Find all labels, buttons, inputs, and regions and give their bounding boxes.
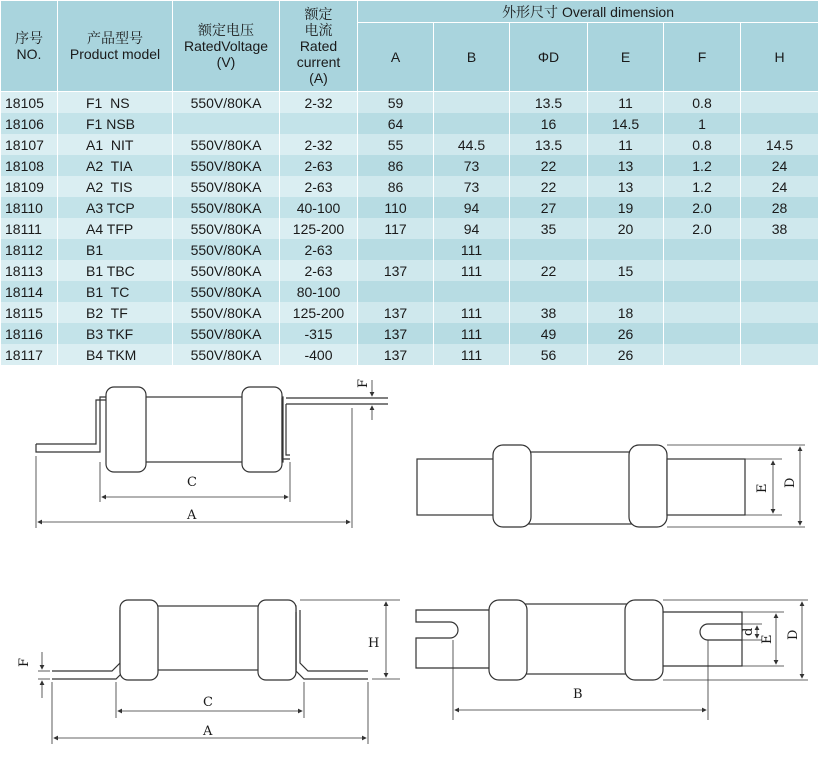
table-row [1,113,818,134]
cell-dim-a: 86 [358,176,434,197]
header-dim-f: F [664,23,741,92]
spec-table [0,0,818,365]
cell-dim-a: 59 [358,92,434,114]
cell-dim-b: 111 [434,302,510,323]
bottom-right-label-d: D [786,629,801,640]
cell-model: B1 TBC [58,260,173,281]
cell-dim-f: 2.0 [664,197,741,218]
cell-voltage: 550V/80KA [173,176,280,197]
cell-model: A3 TCP [58,197,173,218]
bottom-right-label-b: B [573,687,583,702]
header-dim-h: H [741,23,818,92]
cell-current: 125-200 [280,302,358,323]
cell-dim-h: 28 [741,197,818,218]
cell-model: F1 NSB [58,113,173,134]
cell-no: 18117 [1,344,58,365]
cell-current: 125-200 [280,218,358,239]
cell-model: A2 TIA [58,155,173,176]
cell-no: 18114 [1,281,58,302]
header-dim-e: E [588,23,664,92]
cell-dim-d [510,239,588,260]
cell-dim-f [664,239,741,260]
cell-voltage: 550V/80KA [173,92,280,114]
cell-dim-d: 13.5 [510,92,588,114]
cell-voltage: 550V/80KA [173,281,280,302]
cell-current: 2-32 [280,134,358,155]
cell-dim-e: 18 [588,302,664,323]
cell-dim-e: 11 [588,92,664,114]
cell-voltage: 550V/80KA [173,344,280,365]
cell-dim-f [664,260,741,281]
cell-model: F1 NS [58,92,173,114]
cell-dim-h [741,323,818,344]
cell-no: 18111 [1,218,58,239]
cell-dim-h [741,260,818,281]
cell-current: 2-63 [280,260,358,281]
cell-dim-d: 16 [510,113,588,134]
cell-no: 18112 [1,239,58,260]
cell-dim-b: 111 [434,260,510,281]
cell-dim-e: 26 [588,344,664,365]
cell-current: 2-63 [280,239,358,260]
bottom-left-label-a: A [203,724,213,739]
cell-dim-b [434,113,510,134]
cell-dim-d: 13.5 [510,134,588,155]
fuse-top-view-blade [417,445,805,527]
table-row [1,239,818,260]
cell-voltage: 550V/80KA [173,218,280,239]
cell-dim-h [741,281,818,302]
cell-dim-f: 1.2 [664,155,741,176]
cell-no: 18115 [1,302,58,323]
table-row [1,197,818,218]
cell-dim-f: 1.2 [664,176,741,197]
header-dim-d: ΦD [510,23,588,92]
table-row [1,134,818,155]
cell-current: 2-63 [280,155,358,176]
cell-voltage: 550V/80KA [173,134,280,155]
cell-dim-d: 27 [510,197,588,218]
cell-dim-b: 44.5 [434,134,510,155]
cell-dim-e [588,281,664,302]
cell-dim-f: 2.0 [664,218,741,239]
table-row [1,260,818,281]
table-row [1,323,818,344]
cell-dim-b: 94 [434,197,510,218]
cell-no: 18105 [1,92,58,114]
cell-current: -315 [280,323,358,344]
cell-dim-d: 35 [510,218,588,239]
header-dim-a: A [358,23,434,92]
header-overall-dimension: 外形尺寸 Overall dimension [358,1,818,23]
cell-dim-a: 137 [358,344,434,365]
cell-dim-e: 15 [588,260,664,281]
cell-dim-h [741,302,818,323]
cell-dim-b: 94 [434,218,510,239]
fuse-dimension-drawings [0,364,818,772]
table-row [1,218,818,239]
cell-current: 2-32 [280,92,358,114]
bottom-left-label-f: F [17,657,32,667]
cell-no: 18110 [1,197,58,218]
cell-dim-b [434,92,510,114]
cell-model: A1 NIT [58,134,173,155]
table-row [1,281,818,302]
cell-dim-a: 64 [358,113,434,134]
cell-dim-a: 117 [358,218,434,239]
cell-dim-d: 22 [510,155,588,176]
bottom-right-label-d-small: d [741,627,756,636]
cell-model: B2 TF [58,302,173,323]
top-right-label-d: D [783,477,798,488]
header-voltage: 额定电压 RatedVoltage (V) [173,1,280,92]
cell-dim-f [664,344,741,365]
cell-dim-f [664,302,741,323]
cell-dim-f: 0.8 [664,92,741,114]
cell-no: 18116 [1,323,58,344]
cell-dim-a [358,281,434,302]
cell-dim-e: 13 [588,176,664,197]
cell-model: B4 TKM [58,344,173,365]
table-row [1,344,818,365]
header-no: 序号 NO. [1,1,58,92]
cell-dim-e: 26 [588,323,664,344]
cell-dim-e: 11 [588,134,664,155]
header-model: 产品型号 Product model [58,1,173,92]
cell-current: 40-100 [280,197,358,218]
cell-no: 18108 [1,155,58,176]
fuse-side-view-tab [38,600,400,744]
table-row [1,176,818,197]
cell-dim-a: 110 [358,197,434,218]
cell-dim-f: 0.8 [664,134,741,155]
top-left-label-f: F [356,378,371,388]
cell-current [280,113,358,134]
cell-model: B3 TKF [58,323,173,344]
cell-dim-d: 38 [510,302,588,323]
cell-no: 18106 [1,113,58,134]
cell-model: B1 TC [58,281,173,302]
cell-model: A2 TIS [58,176,173,197]
header-current: 额定 电流 Rated current (A) [280,1,358,92]
cell-current: 2-63 [280,176,358,197]
cell-voltage: 550V/80KA [173,239,280,260]
cell-voltage: 550V/80KA [173,302,280,323]
header-dim-b: B [434,23,510,92]
cell-voltage: 550V/80KA [173,197,280,218]
fuse-top-view-tab [416,600,808,720]
cell-dim-e: 19 [588,197,664,218]
top-right-label-e: E [755,483,770,493]
cell-model: B1 [58,239,173,260]
cell-voltage: 550V/80KA [173,323,280,344]
cell-dim-a: 137 [358,302,434,323]
bottom-right-label-e: E [760,634,775,644]
cell-dim-a [358,239,434,260]
cell-dim-h [741,344,818,365]
cell-dim-a: 55 [358,134,434,155]
cell-dim-e: 14.5 [588,113,664,134]
cell-model: A4 TFP [58,218,173,239]
cell-dim-h: 38 [741,218,818,239]
cell-no: 18109 [1,176,58,197]
table-row [1,155,818,176]
cell-dim-a: 137 [358,260,434,281]
bottom-left-label-h: H [368,636,380,651]
cell-dim-d: 22 [510,260,588,281]
cell-dim-a: 86 [358,155,434,176]
cell-no: 18113 [1,260,58,281]
cell-dim-e [588,239,664,260]
cell-dim-h: 24 [741,155,818,176]
cell-voltage: 550V/80KA [173,155,280,176]
cell-dim-d: 49 [510,323,588,344]
cell-dim-b: 111 [434,323,510,344]
bottom-left-label-c: C [203,695,213,710]
cell-dim-e: 13 [588,155,664,176]
cell-no: 18107 [1,134,58,155]
cell-dim-b [434,281,510,302]
table-row [1,92,818,114]
cell-dim-b: 111 [434,344,510,365]
table-row [1,302,818,323]
cell-dim-h [741,113,818,134]
cell-dim-b: 73 [434,176,510,197]
cell-dim-d: 56 [510,344,588,365]
cell-dim-h [741,92,818,114]
cell-dim-f: 1 [664,113,741,134]
cell-dim-e: 20 [588,218,664,239]
cell-current: -400 [280,344,358,365]
cell-voltage: 550V/80KA [173,260,280,281]
cell-dim-f [664,323,741,344]
cell-dim-b: 73 [434,155,510,176]
top-left-label-c: C [187,475,197,490]
cell-voltage [173,113,280,134]
cell-dim-h: 24 [741,176,818,197]
cell-dim-d: 22 [510,176,588,197]
top-left-label-a: A [187,508,197,523]
cell-dim-h: 14.5 [741,134,818,155]
cell-dim-d [510,281,588,302]
cell-dim-b: 111 [434,239,510,260]
cell-dim-h [741,239,818,260]
fuse-side-view-blade [36,380,388,528]
cell-dim-f [664,281,741,302]
cell-dim-a: 137 [358,323,434,344]
cell-current: 80-100 [280,281,358,302]
